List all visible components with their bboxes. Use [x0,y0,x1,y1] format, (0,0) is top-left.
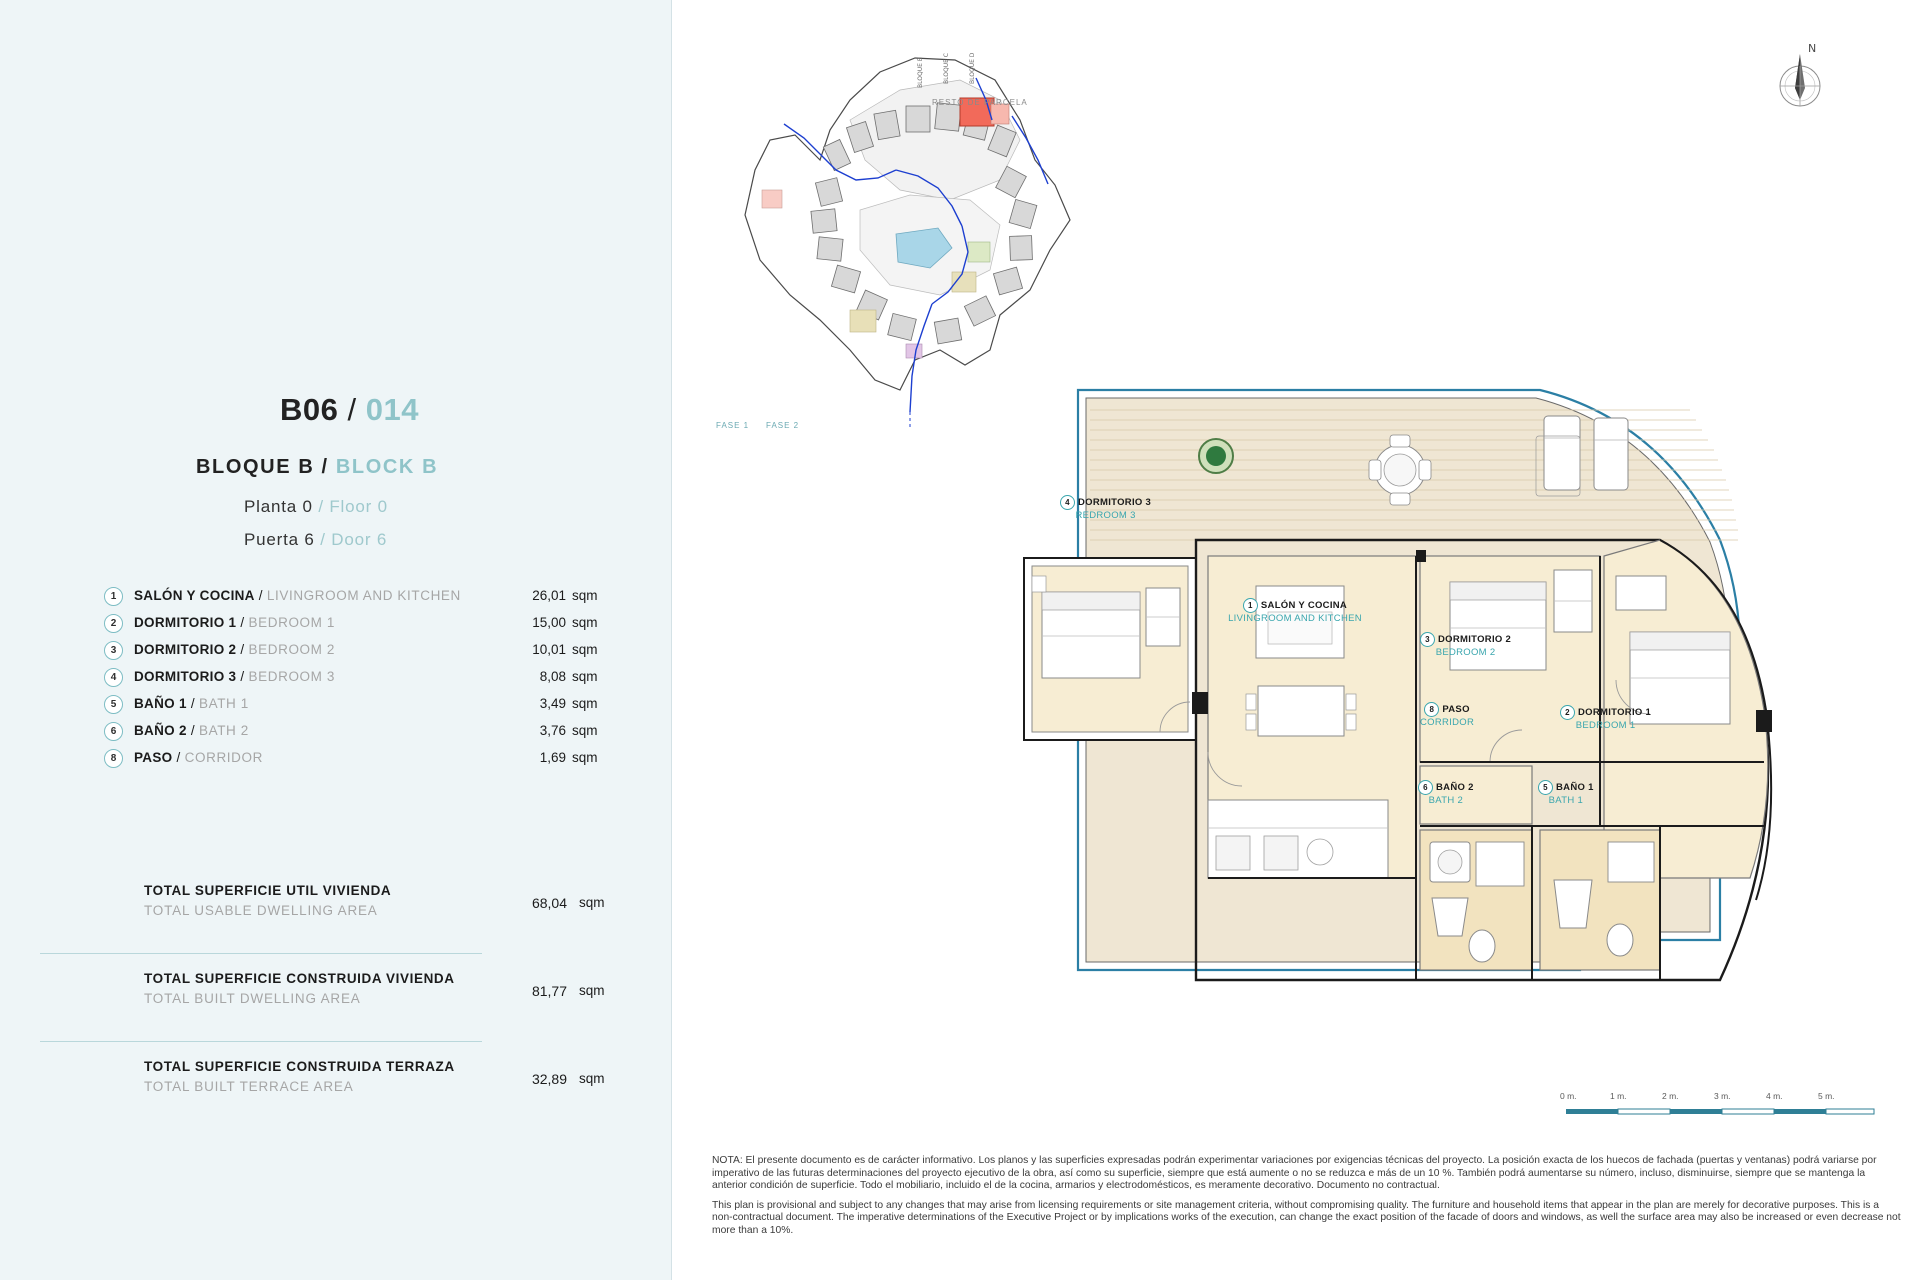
room-name-es: DORMITORIO 2 [134,642,237,657]
scale-bar [1560,1091,1880,1135]
scale-tick: 5 m. [1818,1091,1835,1101]
unit-code-separator: / [347,392,357,427]
unit-code-block: B06 [280,392,339,427]
scale-tick: 4 m. [1766,1091,1783,1101]
room-row [104,720,624,747]
compass-rose [1768,38,1832,118]
room-number-badge: 4 [104,668,123,687]
room-name-en: BEDROOM 1 [248,615,335,630]
fp-tag-es: DORMITORIO 2 [1438,634,1512,646]
total-unit: sqm [579,983,605,998]
room-name-es: BAÑO 2 [134,723,187,738]
scale-tick: 1 m. [1610,1091,1627,1101]
total-label-en: TOTAL BUILT DWELLING AREA [144,991,361,1006]
fp-tag-en: BEDROOM 2 [1435,647,1496,658]
room-number-badge: 8 [104,749,123,768]
room-name-sep: / [176,750,181,765]
room-name-es: PASO [134,750,173,765]
fp-tag-en: BATH 2 [1428,795,1464,806]
svg-text:BLOQUE C: BLOQUE C [943,53,950,84]
fp-tag-en: LIVINGROOM AND KITCHEN [1228,613,1362,624]
compass-icon [1768,38,1832,118]
room-name [134,588,461,603]
room-row [104,612,624,639]
fp-bullet-6: 6 [1418,780,1433,795]
room-area-value: 15,00 [532,615,566,630]
room-name-en: BATH 2 [199,723,249,738]
floor-plan [1020,380,1820,1080]
room-area-value: 10,01 [532,642,566,657]
total-label-es: TOTAL SUPERFICIE CONSTRUIDA TERRAZA [144,1059,455,1074]
total-value: 32,89 [531,1071,567,1087]
floor-plan-drawing [1020,380,1820,1080]
door-line [244,530,387,550]
fp-tag-en: REDROOM 3 [1075,510,1136,521]
room-row [104,639,624,666]
total-labels [144,1059,455,1094]
room-row [104,693,624,720]
fp-bullet-8: 8 [1424,702,1439,717]
fp-tag-en: CORRIDOR [1420,717,1475,728]
room-name [134,723,249,738]
floor-label-es: Planta 0 [244,497,313,516]
floor-separator: / [318,497,324,516]
block-label-en: BLOCK B [335,456,439,478]
fp-tag-corridor [1420,702,1474,729]
fp-bullet-5: 5 [1538,780,1553,795]
total-labels [144,883,391,918]
floor-line [244,497,388,517]
room-name-sep: / [240,615,245,630]
fp-bullet-4: 4 [1060,495,1075,510]
room-name [134,696,249,711]
room-name-sep: / [240,642,245,657]
legal-notes [712,1155,1902,1238]
site-plan-fase2-label: FASE 2 [766,421,800,430]
door-label-en: Door 6 [331,530,388,549]
site-key-plan-drawing [700,20,1260,440]
total-value: 68,04 [531,895,567,911]
site-plan-fase1-label: FASE 1 [716,421,750,430]
block-label-es: BLOQUE B [196,456,315,478]
total-labels [144,971,455,1006]
room-area-unit: sqm [572,669,598,684]
room-area-value: 26,01 [532,588,566,603]
room-row [104,585,624,612]
fp-tag-living-kitchen [1210,598,1380,625]
room-number-badge: 6 [104,722,123,741]
room-name-es: SALÓN Y COCINA [134,588,255,603]
room-row [104,666,624,693]
room-name [134,615,335,630]
totals-block [104,877,624,1119]
room-area-value: 3,76 [539,723,566,738]
room-number-badge: 2 [104,614,123,633]
scale-tick: 2 m. [1662,1091,1679,1101]
total-row [104,965,624,1031]
total-row [104,877,624,943]
room-name-en: BEDROOM 3 [248,669,335,684]
unit-code [280,392,419,428]
room-name-sep: / [190,696,195,711]
room-name-en: LIVINGROOM AND KITCHEN [266,588,461,603]
block-line [196,456,438,479]
fp-tag-bedroom-2 [1420,632,1511,659]
room-name-en: BATH 1 [199,696,249,711]
fp-tag-bath-1 [1538,780,1594,807]
svg-text:BLOQUE B: BLOQUE B [917,57,924,88]
fp-bullet-2: 2 [1560,705,1575,720]
door-separator: / [320,530,326,549]
room-name [134,669,335,684]
block-separator: / [321,456,329,478]
fp-tag-es: BAÑO 2 [1436,782,1474,794]
fp-tag-bedroom-3 [1060,495,1151,522]
fp-tag-es: PASO [1442,704,1470,716]
room-name [134,642,335,657]
room-name-en: BEDROOM 2 [248,642,335,657]
total-unit: sqm [579,895,605,910]
floor-label-en: Floor 0 [329,497,388,516]
room-area-value: 3,49 [539,696,566,711]
room-row [104,747,624,774]
total-value: 81,77 [531,983,567,999]
room-name-sep: / [240,669,245,684]
fp-tag-es: BAÑO 1 [1556,782,1594,794]
room-area-unit: sqm [572,750,598,765]
room-area-unit: sqm [572,642,598,657]
scale-tick: 0 m. [1560,1091,1577,1101]
room-schedule [104,585,624,774]
fp-tag-bedroom-1 [1560,705,1651,732]
total-label-en: TOTAL USABLE DWELLING AREA [144,903,378,918]
svg-text:BLOQUE D: BLOQUE D [969,52,976,84]
compass-north-label: N [1808,42,1817,55]
room-area-unit: sqm [572,723,598,738]
room-name-es: DORMITORIO 1 [134,615,237,630]
total-row [104,1053,624,1119]
fp-bullet-1: 1 [1243,598,1258,613]
total-label-en: TOTAL BUILT TERRACE AREA [144,1079,354,1094]
room-area-value: 1,69 [539,750,566,765]
room-name-es: BAÑO 1 [134,696,187,711]
room-name [134,750,263,765]
total-unit: sqm [579,1071,605,1086]
site-plan-resto-label: RESTO DE PARCELA [932,98,1028,107]
total-label-es: TOTAL SUPERFICIE CONSTRUIDA VIVIENDA [144,971,455,986]
total-label-es: TOTAL SUPERFICIE UTIL VIVIENDA [144,883,392,898]
panel-divider [671,0,672,1280]
room-name-sep: / [258,588,263,603]
note-english: This plan is provisional and subject to any changes that may arise from licensing requirements or site management criteria, without compromising quality. The furniture and household items that appear in the plan are merely for decorative purposes. This is a non-contractual document. The imperative determinations of the Executive Project or by implications works of the execution, can change the exact position of the facade of doors and windows, as well the surface area may also be increased or even decrease not more than a 10%. [712,1199,1901,1236]
room-number-badge: 3 [104,641,123,660]
room-area-unit: sqm [572,615,598,630]
room-name-en: CORRIDOR [184,750,263,765]
fp-tag-es: DORMITORIO 1 [1578,707,1652,719]
scale-bar-graphic [1560,1105,1880,1121]
room-area-value: 8,08 [539,669,566,684]
door-label-es: Puerta 6 [244,530,315,549]
room-area-unit: sqm [572,588,598,603]
fp-bullet-3: 3 [1420,632,1435,647]
note-spanish: NOTA: El presente documento es de carácter informativo. Los planos y las superficies expresadas podrán experimentar variaciones por exigencias técnicas del proyecto. La posición exacta de los huecos de fachada (puertas y ventanas) podrá variarse por imperativo de las futuras determinaciones del proyecto ejecutivo de la obra, así como su superficie, siempre que está aumente o no se reduzca e más de un 10 %. También podrá aumentarse su número, incluso, disminuirse, siempre que se mantenga la anterior condición de superficie. Todo el mobiliario, incluido el de la cocina, armarios y electrodomésticos, es meramente decorativo. Documento no contractual. [712,1155,1877,1192]
room-name-sep: / [190,723,195,738]
scale-tick: 3 m. [1714,1091,1731,1101]
unit-code-number: 014 [365,392,419,427]
fp-tag-en: BATH 1 [1548,795,1584,806]
fp-tag-bath-2 [1418,780,1474,807]
fp-tag-es: DORMITORIO 3 [1078,497,1152,509]
room-number-badge: 1 [104,587,123,606]
fp-tag-en: BEDROOM 1 [1575,720,1636,731]
site-key-plan [700,20,1260,440]
room-area-unit: sqm [572,696,598,711]
room-number-badge: 5 [104,695,123,714]
fp-tag-es: SALÓN Y COCINA [1260,600,1348,612]
room-name-es: DORMITORIO 3 [134,669,237,684]
